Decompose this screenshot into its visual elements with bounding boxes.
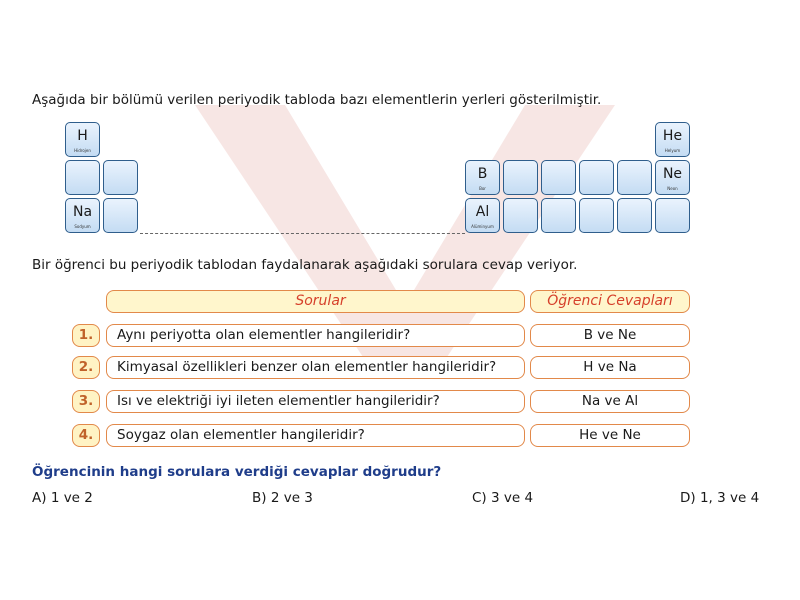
empty-cell xyxy=(503,160,538,195)
option-c[interactable] xyxy=(472,490,533,506)
row-number: 4. xyxy=(72,424,100,447)
element-cell-b xyxy=(465,160,500,195)
element-cell-he xyxy=(655,122,690,157)
element-name: Sodyum xyxy=(74,224,91,229)
empty-cell xyxy=(579,198,614,233)
element-symbol: Al xyxy=(475,204,490,220)
empty-cell xyxy=(103,160,138,195)
element-cell-na xyxy=(65,198,100,233)
element-name: Hidrojen xyxy=(74,148,91,153)
row-question: Soygaz olan elementler hangileridir? xyxy=(106,424,525,447)
element-name: Alüminyum xyxy=(471,224,494,229)
empty-cell xyxy=(541,160,576,195)
intro-text-2: Bir öğrenci bu periyodik tablodan faydalanarak aşağıdaki sorulara cevap veriyor. xyxy=(32,257,578,273)
option-text: 1 ve 2 xyxy=(50,490,93,506)
element-cell-ne xyxy=(655,160,690,195)
empty-cell xyxy=(579,160,614,195)
row-question: Isı ve elektriği iyi ileten elementler hangileridir? xyxy=(106,390,525,413)
option-text: 1, 3 ve 4 xyxy=(699,490,760,506)
option-d[interactable] xyxy=(680,490,759,506)
option-label: D) xyxy=(680,490,696,506)
option-label: C) xyxy=(472,490,487,506)
option-a[interactable] xyxy=(32,490,93,506)
row-question: Aynı periyotta olan elementler hangileridir? xyxy=(106,324,525,347)
element-symbol: B xyxy=(477,166,488,182)
row-question: Kimyasal özellikleri benzer olan elementler hangileridir? xyxy=(106,356,525,379)
element-symbol: He xyxy=(662,128,683,144)
element-cell-h xyxy=(65,122,100,157)
empty-cell xyxy=(617,198,652,233)
option-text: 3 ve 4 xyxy=(491,490,534,506)
header-questions: Sorular xyxy=(106,290,525,313)
option-b[interactable] xyxy=(252,490,313,506)
header-answers: Öğrenci Cevapları xyxy=(530,290,690,313)
question-text: Öğrencinin hangi sorulara verdiği cevaplar doğrudur? xyxy=(32,464,442,480)
empty-cell xyxy=(65,160,100,195)
row-number: 2. xyxy=(72,356,100,379)
empty-cell xyxy=(541,198,576,233)
intro-text: Aşağıda bir bölümü verilen periyodik tabloda bazı elementlerin yerleri gösterilmiştir. xyxy=(32,92,602,108)
element-symbol: H xyxy=(77,128,88,144)
element-symbol: Ne xyxy=(662,166,683,182)
dashed-gap-line xyxy=(140,233,465,234)
element-name: Neon xyxy=(667,186,678,191)
option-label: A) xyxy=(32,490,47,506)
empty-cell xyxy=(655,198,690,233)
element-symbol: Na xyxy=(72,204,93,220)
option-label: B) xyxy=(252,490,267,506)
row-number: 3. xyxy=(72,390,100,413)
element-name: Helyum xyxy=(664,148,681,153)
row-answer: Na ve Al xyxy=(530,390,690,413)
element-cell-al xyxy=(465,198,500,233)
empty-cell xyxy=(503,198,538,233)
option-text: 2 ve 3 xyxy=(270,490,313,506)
row-answer: H ve Na xyxy=(530,356,690,379)
row-number: 1. xyxy=(72,324,100,347)
row-answer: B ve Ne xyxy=(530,324,690,347)
empty-cell xyxy=(103,198,138,233)
element-name: Bor xyxy=(479,186,486,191)
empty-cell xyxy=(617,160,652,195)
row-answer: He ve Ne xyxy=(530,424,690,447)
